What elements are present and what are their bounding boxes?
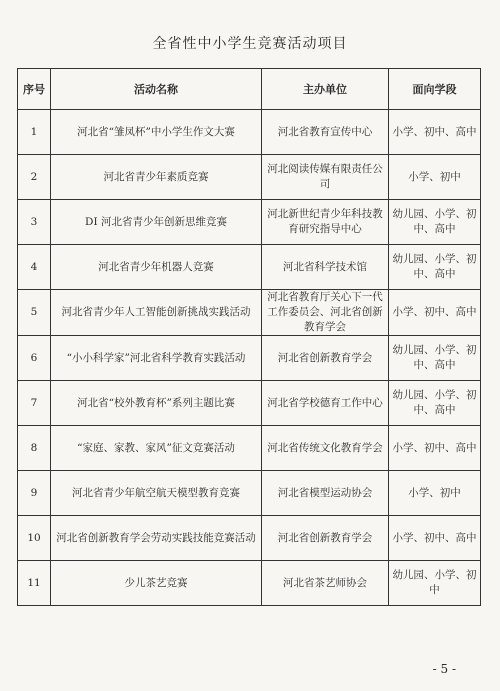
cell-activity: 河北省“校外教育杯”系列主题比赛 (51, 381, 262, 426)
table-row (18, 471, 481, 516)
table-row (18, 516, 481, 561)
table-row (18, 561, 481, 606)
cell-school-level: 小学、初中 (389, 155, 481, 200)
competition-table (17, 68, 481, 606)
cell-school-level: 小学、初中、高中 (389, 290, 481, 336)
cell-school-level: 小学、初中 (389, 471, 481, 516)
cell-activity: 河北省“雏凤杯”中小学生作文大赛 (51, 110, 262, 155)
table-row (18, 381, 481, 426)
cell-activity: 少儿茶艺竞赛 (51, 561, 262, 606)
table-row (18, 110, 481, 155)
cell-organizer: 河北省学校德育工作中心 (262, 381, 389, 426)
cell-organizer: 河北省教育宣传中心 (262, 110, 389, 155)
cell-organizer: 河北省模型运动协会 (262, 471, 389, 516)
table-row (18, 245, 481, 290)
cell-organizer: 河北省创新教育学会 (262, 336, 389, 381)
cell-organizer: 河北省科学技术馆 (262, 245, 389, 290)
cell-organizer: 河北省教育厅关心下一代工作委员会、河北省创新教育学会 (262, 290, 389, 336)
cell-activity: 河北省青少年素质竞赛 (51, 155, 262, 200)
cell-index: 3 (18, 200, 51, 245)
header-activity: 活动名称 (51, 69, 262, 110)
cell-index: 4 (18, 245, 51, 290)
cell-activity: 河北省青少年航空航天模型教育竞赛 (51, 471, 262, 516)
page-title: 全省性中小学生竞赛活动项目 (152, 36, 348, 52)
cell-activity: “小小科学家”河北省科学教育实践活动 (51, 336, 262, 381)
cell-index: 11 (18, 561, 51, 606)
cell-index: 1 (18, 110, 51, 155)
header-school-level: 面向学段 (389, 69, 481, 110)
cell-organizer: 河北省创新教育学会 (262, 516, 389, 561)
cell-index: 9 (18, 471, 51, 516)
cell-organizer: 河北阅读传媒有限责任公司 (262, 155, 389, 200)
table-row (18, 336, 481, 381)
cell-school-level: 幼儿园、小学、初中、高中 (389, 200, 481, 245)
page-number: - 5 - (432, 662, 456, 676)
cell-index: 6 (18, 336, 51, 381)
cell-organizer: 河北省传统文化教育学会 (262, 426, 389, 471)
cell-school-level: 幼儿园、小学、初中、高中 (389, 381, 481, 426)
cell-school-level: 幼儿园、小学、初中、高中 (389, 336, 481, 381)
table-row (18, 290, 481, 336)
cell-index: 8 (18, 426, 51, 471)
cell-school-level: 小学、初中、高中 (389, 426, 481, 471)
table-header-row (18, 69, 481, 110)
cell-index: 5 (18, 290, 51, 336)
table-row (18, 200, 481, 245)
cell-school-level: 小学、初中、高中 (389, 110, 481, 155)
cell-activity: 河北省青少年机器人竞赛 (51, 245, 262, 290)
cell-activity: 河北省创新教育学会劳动实践技能竞赛活动 (51, 516, 262, 561)
cell-school-level: 幼儿园、小学、初中 (389, 561, 481, 606)
table-row (18, 426, 481, 471)
table-row (18, 155, 481, 200)
cell-school-level: 小学、初中、高中 (389, 516, 481, 561)
cell-school-level: 幼儿园、小学、初中、高中 (389, 245, 481, 290)
cell-index: 2 (18, 155, 51, 200)
header-organizer: 主办单位 (262, 69, 389, 110)
cell-index: 7 (18, 381, 51, 426)
cell-organizer: 河北新世纪青少年科技教育研究指导中心 (262, 200, 389, 245)
cell-activity: “家庭、家教、家风”征文竞赛活动 (51, 426, 262, 471)
cell-organizer: 河北省茶艺师协会 (262, 561, 389, 606)
cell-index: 10 (18, 516, 51, 561)
cell-activity: 河北省青少年人工智能创新挑战实践活动 (51, 290, 262, 336)
cell-activity: DI 河北省青少年创新思维竞赛 (51, 200, 262, 245)
header-index: 序号 (18, 69, 51, 110)
